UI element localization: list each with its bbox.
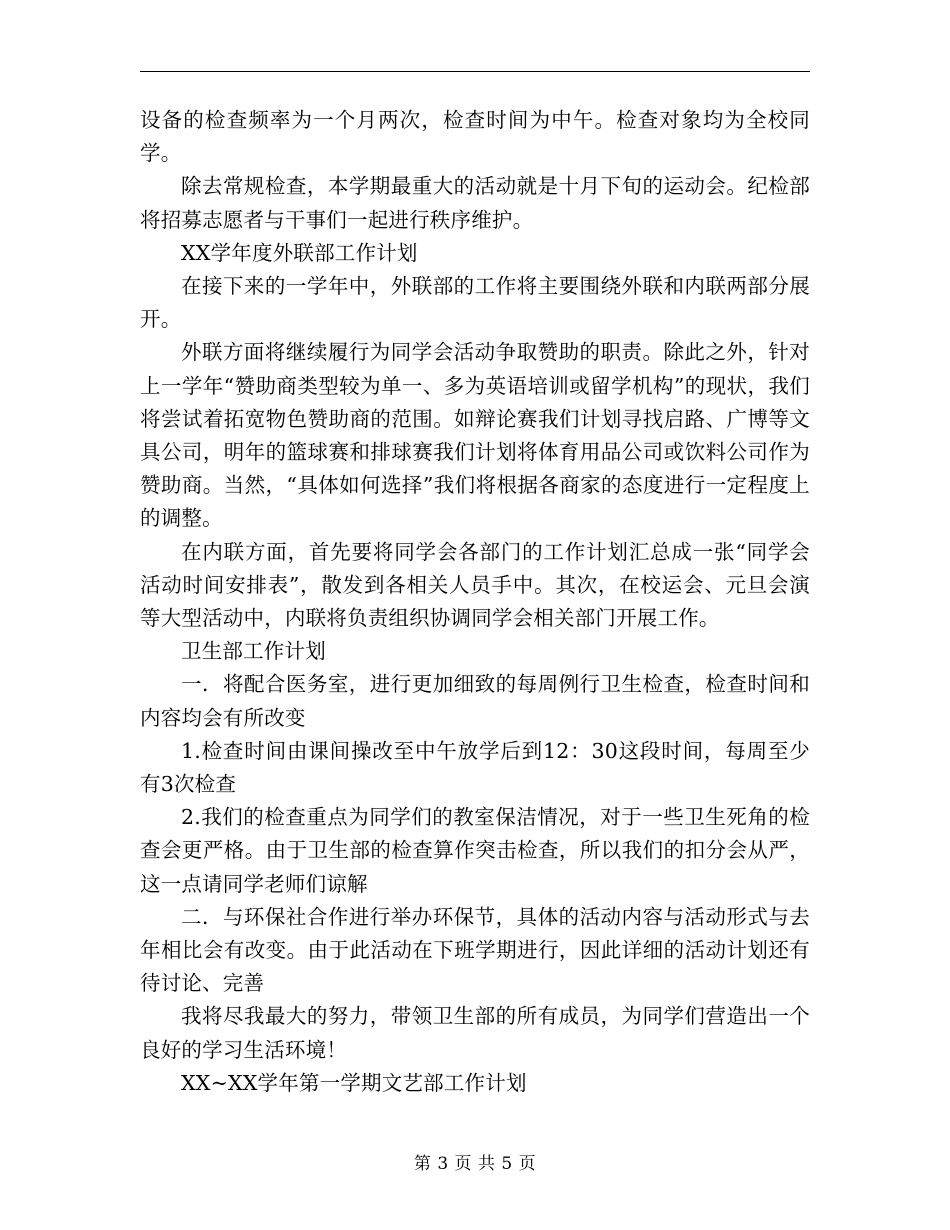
list-item: 一．将配合医务室，进行更加细致的每周例行卫生检查，检查时间和内容均会有所改变	[140, 672, 810, 730]
page-footer: 第 3 页 共 5 页	[413, 1154, 537, 1174]
paragraph: 设备的检查频率为一个月两次，检查时间为中午。检查对象均为全校同学。	[140, 108, 810, 166]
list-item: 2.我们的检查重点为同学们的教室保洁情况，对于一些卫生死角的检查会更严格。由于卫生部的检查算作突击检查，所以我们的扣分会从严，这一点请同学老师们谅解	[140, 805, 810, 896]
section-heading: 卫生部工作计划	[181, 639, 326, 664]
paragraph: 在接下来的一学年中，外联部的工作将主要围绕外联和内联两部分展开。	[140, 274, 810, 332]
document-body	[140, 104, 810, 1100]
section-heading: XX学年度外联部工作计划	[181, 240, 418, 265]
paragraph: 我将尽我最大的努力，带领卫生部的所有成员，为同学们营造出一个良好的学习生活环境！	[140, 1004, 810, 1062]
section-heading: XX~XX学年第一学期文艺部工作计划	[181, 1070, 527, 1095]
list-item: 二．与环保社合作进行举办环保节，具体的活动内容与活动形式与去年相比会有改变。由于此活动在下班学期进行，因此详细的活动计划还有待讨论、完善	[140, 904, 810, 996]
paragraph: 在内联方面，首先要将同学会各部门的工作计划汇总成一张“同学会活动时间安排表”，散发到各相关人员手中。其次，在校运会、元旦会演等大型活动中，内联将负责组织协调同学会相关部门开展工作。	[140, 539, 810, 631]
list-item: 1.检查时间由课间操改至中午放学后到12：30这段时间，每周至少有3次检查	[140, 738, 810, 797]
paragraph: 外联方面将继续履行为同学会活动争取赞助的职责。除此之外，针对上一学年“赞助商类型较为单一、多为英语培训或留学机构”的现状，我们将尝试着拓宽物色赞助商的范围。如辩论赛我们计划寻找启路、广博等文具公司，明年的篮球赛和排球赛我们计划将体育用品公司或饮料公司作为赞助商。当然，“具体如何选择”我们将根据各商家的态度进行一定程度上的调整。	[140, 340, 810, 531]
paragraph: 除去常规检查，本学期最重大的活动就是十月下旬的运动会。纪检部将招募志愿者与干事们一起进行秩序维护。	[140, 174, 810, 232]
header-rule	[140, 71, 810, 72]
